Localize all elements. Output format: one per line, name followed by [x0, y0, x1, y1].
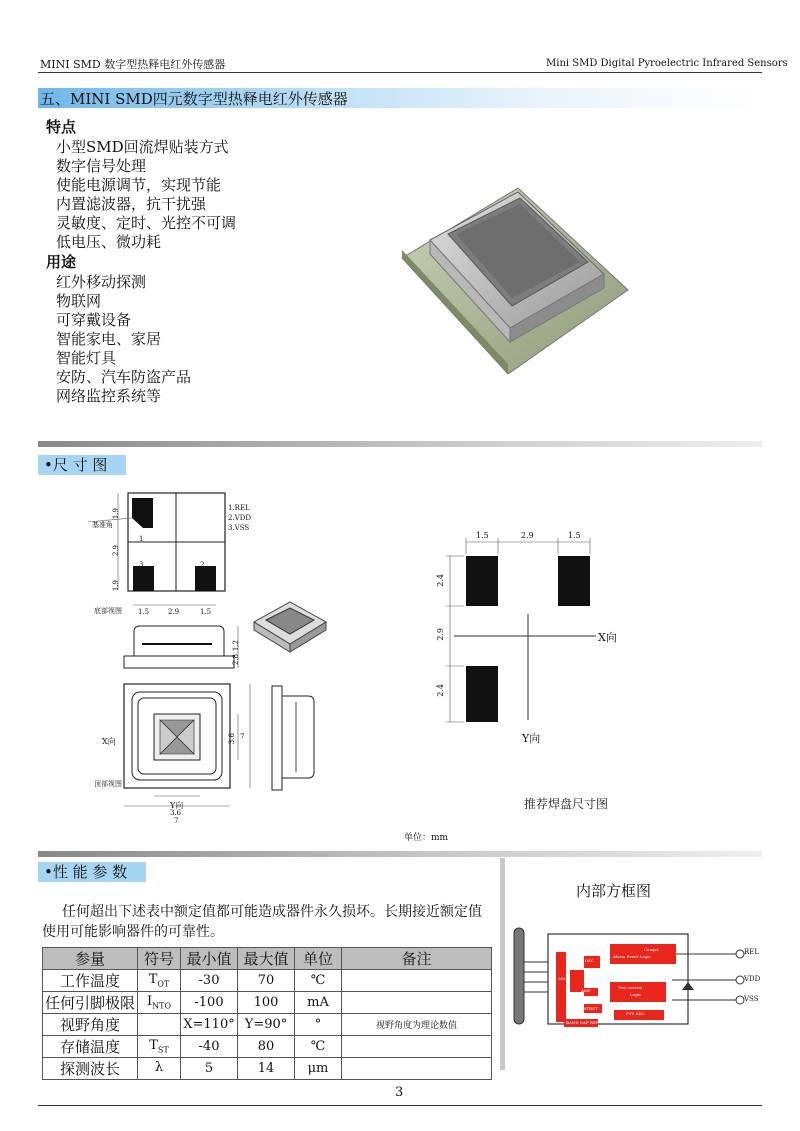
cell-symbol — [138, 992, 181, 1014]
pin-vss: VSS — [744, 995, 759, 1003]
pin-label-rel: 1.REL — [228, 504, 250, 512]
y-direction-label: Y向 — [170, 801, 184, 810]
dim-2-9-left: 2.9 — [112, 545, 120, 557]
symbol-sub: OT — [157, 979, 170, 989]
pin-label-vss: 3.VSS — [228, 524, 250, 532]
cell-unit: μm — [295, 1058, 342, 1080]
feature-item: 数字信号处理 — [56, 157, 147, 175]
cell-note — [342, 1036, 492, 1058]
cell-min: 5 — [181, 1058, 238, 1080]
cell-min: -40 — [181, 1036, 238, 1058]
cell-unit: ° — [295, 1014, 342, 1036]
dim-7-bottom: 7 — [174, 817, 179, 825]
pin-number-3: 3 — [139, 561, 144, 569]
use-item: 物联网 — [56, 292, 102, 310]
table-row — [43, 1058, 492, 1080]
cell-unit: ℃ — [295, 970, 342, 992]
cell-unit: ℃ — [295, 1036, 342, 1058]
dim-1-5-left: 1.5 — [138, 608, 150, 616]
dim-3-6-bottom: 3.6 — [170, 809, 182, 817]
reference-corner-label: 基准角 — [92, 521, 113, 529]
page-number: 3 — [395, 1085, 404, 1100]
column-divider — [500, 858, 505, 1070]
col-header-param: 参量 — [43, 948, 138, 970]
sensor-product-image — [400, 178, 630, 378]
section-divider-2 — [38, 851, 762, 857]
use-item: 网络监控系统等 — [56, 387, 162, 405]
dim-1-5-right: 1.5 — [200, 608, 212, 616]
feature-item: 使能电源调节，实现节能 — [56, 176, 222, 194]
cell-max: 100 — [238, 992, 295, 1014]
block-osc-label: OSC — [585, 958, 595, 963]
pin-rel: REL — [744, 948, 760, 956]
header-left: MINI SMD 数字型热释电红外传感器 — [40, 58, 226, 71]
feature-item: 小型SMD回流焊贴装方式 — [56, 138, 229, 156]
feature-item: 低电压、微功耗 — [56, 233, 162, 251]
uses-heading: 用途 — [46, 253, 77, 271]
cell-min: -100 — [181, 992, 238, 1014]
pad-caption: 推荐焊盘尺寸图 — [524, 797, 609, 811]
use-item: 智能家电、家居 — [56, 330, 162, 348]
cell-param: 存储温度 — [43, 1036, 138, 1058]
recommended-pad-layout — [430, 530, 650, 750]
cell-symbol — [138, 1036, 181, 1058]
symbol-main: λ — [154, 1060, 164, 1076]
side-view-drawing — [116, 622, 246, 674]
use-item: 可穿戴设备 — [56, 311, 132, 329]
performance-section-tag: •性 能 参 数 — [38, 862, 146, 882]
cell-note — [342, 1058, 492, 1080]
section-title: 五、MINI SMD四元数字型热释电红外传感器 — [40, 90, 348, 108]
block-band-label: BAND GAP REF — [566, 1020, 599, 1025]
dim-1-9-top: 1.9 — [112, 508, 120, 520]
table-row — [43, 970, 492, 992]
table-row — [43, 992, 492, 1014]
pad-x-direction-label: X向 — [598, 631, 617, 644]
cell-param: 视野角度 — [43, 1014, 138, 1036]
footer-rule — [38, 1105, 762, 1106]
col-header-note: 备注 — [342, 948, 492, 970]
header-rule — [38, 72, 762, 73]
block-diagram-title: 内部方框图 — [576, 882, 652, 900]
pad-dim-2-4-bottom: 2.4 — [436, 684, 445, 697]
use-item: 红外移动探测 — [56, 273, 147, 291]
col-header-max: 最大值 — [238, 948, 295, 970]
cell-min: X=110° — [181, 1014, 238, 1036]
pin-number-1: 1 — [139, 535, 144, 543]
cell-symbol — [138, 970, 181, 992]
pin-vdd: VDD — [744, 975, 761, 983]
block-comp-label: CompA — [644, 947, 659, 952]
spec-table-header-row — [43, 948, 492, 970]
dim-2-9-bottom: 2.9 — [168, 608, 180, 616]
pad-top-right — [558, 556, 590, 606]
x-direction-label: X向 — [102, 737, 116, 746]
amp-block — [556, 952, 566, 1022]
table-row — [43, 1014, 492, 1036]
dim-7-side: 7 — [240, 733, 245, 741]
block-ptv-label: PTV ADC — [626, 1011, 645, 1016]
spec-table — [42, 947, 492, 1080]
performance-intro: 任何超出下述表中额定值都可能造成器件永久损坏。长期接近额定值使用可能影响器件的可靠性。 — [42, 904, 482, 940]
feature-item: 内置滤波器，抗干扰强 — [56, 195, 207, 213]
symbol-main: T — [149, 1038, 158, 1054]
pad-y-direction-label: Y向 — [522, 732, 541, 745]
cell-param: 任何引脚极限 — [43, 992, 138, 1014]
pad-dim-1-5-left: 1.5 — [476, 531, 489, 540]
dim-1-9-bottom: 1.9 — [112, 580, 120, 592]
pin-number-2: 2 — [200, 561, 205, 569]
pad-dim-1-5-right: 1.5 — [568, 531, 581, 540]
cell-max: Y=90° — [238, 1014, 295, 1036]
cell-param: 工作温度 — [43, 970, 138, 992]
cell-symbol — [138, 1014, 181, 1036]
block-alarm-label: Alarm Event Logic — [613, 954, 651, 959]
dimension-section-tag: •尺 寸 图 — [38, 455, 126, 475]
pin-label-list — [228, 503, 251, 533]
pad-top-left — [466, 556, 498, 606]
cell-max: 70 — [238, 970, 295, 992]
cell-max: 14 — [238, 1058, 295, 1080]
block-ntrst-label: NTRST — [583, 1006, 598, 1011]
symbol-sub: ST — [157, 1045, 169, 1055]
pad-dim-2-9-vertical: 2.9 — [436, 628, 445, 641]
top-view-label: 顶部视图 — [94, 780, 122, 788]
block-amp-label: AMP — [581, 988, 591, 993]
features-heading: 特点 — [46, 118, 77, 136]
symbol-sub: NTO — [152, 1001, 172, 1011]
pad-dim-2-9: 2.9 — [521, 531, 534, 540]
pad-bottom-left — [466, 666, 498, 722]
dim-1-2: 1.2 — [232, 640, 240, 652]
small-3d-view — [250, 598, 330, 654]
cell-note: 视野角度为理论数值 — [342, 1014, 492, 1036]
right-side-view-drawing — [268, 684, 320, 794]
pad-dim-2-4-top: 2.4 — [436, 574, 445, 587]
feature-item: 灵敏度、定时、光控不可调 — [56, 214, 237, 232]
col-header-unit: 单位 — [295, 948, 342, 970]
block-adc-label: ADC — [558, 976, 568, 981]
dim-2-8: 2.8 — [232, 654, 240, 666]
block-logic-label: Logic — [630, 992, 642, 997]
cell-param: 探测波长 — [43, 1058, 138, 1080]
bottom-view-label: 底部视图 — [94, 607, 122, 615]
cell-max: 80 — [238, 1036, 295, 1058]
table-row — [43, 1036, 492, 1058]
cell-note — [342, 970, 492, 992]
symbol-main: I — [146, 994, 153, 1010]
use-item: 安防、汽车防盗产品 — [56, 368, 192, 386]
header-right: Mini SMD Digital Pyroelectric Infrared Sensors — [546, 58, 788, 69]
symbol-main: T — [148, 972, 158, 988]
use-item: 智能灯具 — [56, 349, 117, 367]
block-diagram — [512, 922, 762, 1034]
top-view-drawing — [120, 680, 260, 820]
unit-label: 单位：mm — [404, 833, 449, 843]
block-test-label: Test control — [618, 985, 643, 990]
cell-unit: mA — [295, 992, 342, 1014]
cell-symbol — [138, 1058, 181, 1080]
cell-note — [342, 992, 492, 1014]
col-header-min: 最小值 — [181, 948, 238, 970]
dim-3-6-side: 3.6 — [228, 733, 236, 745]
col-header-symbol: 符号 — [138, 948, 181, 970]
cell-min: -30 — [181, 970, 238, 992]
pin-label-vdd: 2.VDD — [228, 514, 251, 522]
section-divider — [38, 441, 762, 447]
